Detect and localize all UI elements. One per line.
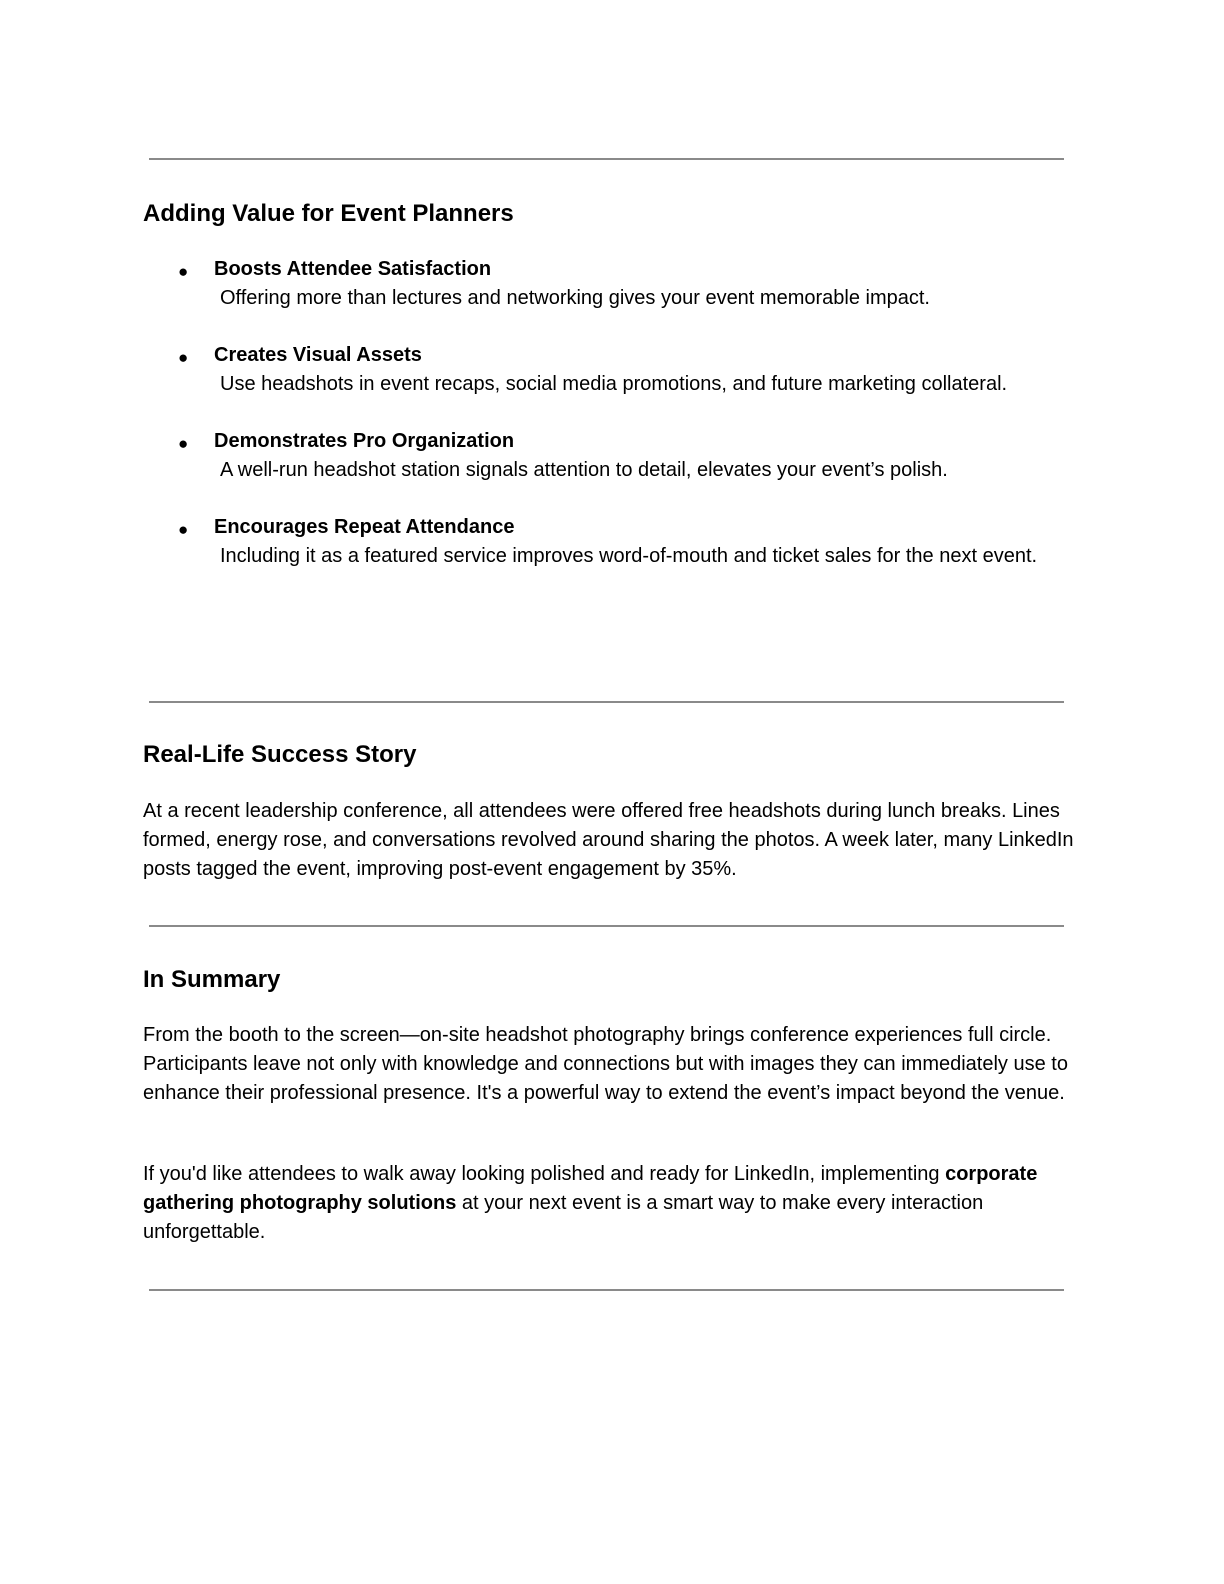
divider-after-story [149,925,1064,927]
planner-benefits-list [0,255,1224,599]
bullet-title: Encourages Repeat Attendance [214,516,515,538]
bullet-description: A well-run headshot station signals attention to detail, elevates your event’s polish. [220,459,948,481]
section-heading-story: Real-Life Success Story [143,741,417,768]
closing-text-end: at your next event is a smart way to make every interaction unforgettable. [143,1192,984,1243]
section-heading-summary: In Summary [143,966,281,993]
divider-top [149,158,1064,160]
closing-text-start: If you'd like attendees to walk away looking polished and ready for LinkedIn, implementing [143,1163,946,1185]
story-paragraph: At a recent leadership conference, all attendees were offered free headshots during lunch breaks. Lines formed, energy rose, and conversations revolved around sharing the photos. A week later, many LinkedIn posts tagged the event, improving post-event engagement by 35%. [143,800,1074,880]
bullet-description: Including it as a featured service improves word-of-mouth and ticket sales for the next event. [220,545,1038,567]
summary-paragraph: From the booth to the screen—on-site headshot photography brings conference experiences full circle. Participants leave not only with knowledge and connections but with images they can immediately use to enhance their professional presence. It's a powerful way to extend the event’s impact beyond the venue. [143,1024,1068,1104]
bullet-icon: ● [178,434,189,453]
section-heading-planners: Adding Value for Event Planners [143,200,514,227]
bullet-description: Use headshots in event recaps, social media promotions, and future marketing collateral. [220,373,1008,395]
bullet-title: Creates Visual Assets [214,344,422,366]
bullet-icon: ● [178,520,189,539]
divider-after-planners [149,701,1064,703]
bullet-title: Boosts Attendee Satisfaction [214,258,492,280]
closing-text-bold: corporate gathering photography solutions [143,1163,1038,1214]
bullet-icon: ● [178,262,189,281]
bullet-icon: ● [178,348,189,367]
list-item [0,255,1054,313]
divider-bottom [149,1289,1064,1291]
list-item [0,427,1054,485]
bullet-description: Offering more than lectures and networking gives your event memorable impact. [220,287,930,309]
bullet-title: Demonstrates Pro Organization [214,430,515,452]
closing-paragraph [143,1160,1078,1247]
list-item [0,341,1054,399]
list-item [0,513,1054,571]
